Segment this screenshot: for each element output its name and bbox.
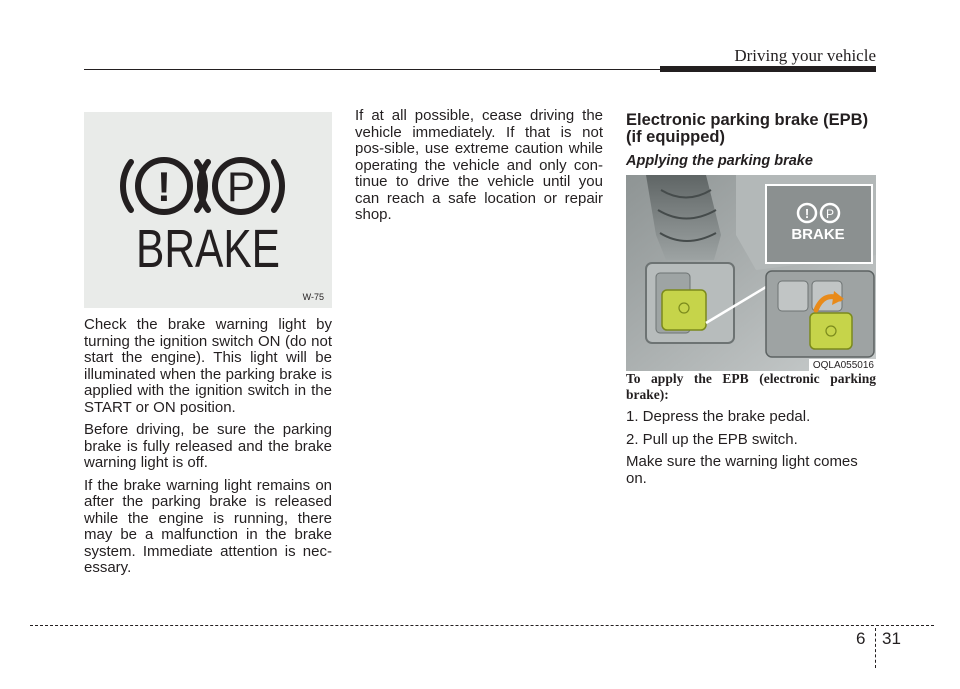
svg-text:!: ! xyxy=(157,163,171,210)
step-item: 2. Pull up the EPB switch. xyxy=(626,430,798,448)
step-item: 1. Depress the brake pedal. xyxy=(626,408,811,425)
column-3 xyxy=(626,112,876,493)
svg-text:BRAKE: BRAKE xyxy=(791,226,845,243)
epb-switch-figure xyxy=(626,175,876,371)
paragraph: If the brake warning light remains on after the parking brake is released while the engine is running, there may be a malfunction in the brake system. Immediate attention is nec-essary. xyxy=(84,476,332,576)
figure-code: W-75 xyxy=(302,292,324,302)
epb-console-illustration xyxy=(626,175,876,371)
sub-heading: Applying the parking brake xyxy=(626,153,813,169)
svg-text:!: ! xyxy=(804,206,810,221)
column-1 xyxy=(84,112,332,583)
paragraph: If at all possible, cease driving the vehicle immediately. If that is not pos-sible, use extreme caution while operating the vehicle and only con-tinue to drive the vehicle until you can reach a safe location or repair shop. xyxy=(355,107,603,223)
section-heading: Electronic parking brake (EPB) (if equipped) xyxy=(626,111,869,146)
page-number: 31 xyxy=(882,629,901,648)
brake-warning-symbol-icon xyxy=(84,112,332,308)
paragraph: Before driving, be sure the parking brake is fully released and the brake warning light is off. xyxy=(84,421,332,471)
brake-warning-figure xyxy=(84,112,332,308)
chapter-number: 6 xyxy=(856,629,866,648)
svg-text:P: P xyxy=(226,163,256,210)
svg-text:BRAKE: BRAKE xyxy=(136,219,280,279)
steps-intro: To apply the EPB (electronic parking brake): xyxy=(626,371,876,402)
figure-code: OQLA055016 xyxy=(809,359,876,371)
footer-rule xyxy=(30,625,934,626)
header-bar xyxy=(660,66,876,72)
paragraph: Make sure the warning light comes on. xyxy=(626,453,858,487)
svg-text:P: P xyxy=(825,207,835,221)
paragraph: Check the brake warning light by turning the ignition switch ON (do not start the engine). This light will be illuminated when the parking brake is applied with the ignition switch in the START or ON position. xyxy=(84,316,332,416)
page-header-title: Driving your vehicle xyxy=(734,46,876,65)
column-2 xyxy=(355,108,603,230)
page-divider xyxy=(875,628,876,668)
